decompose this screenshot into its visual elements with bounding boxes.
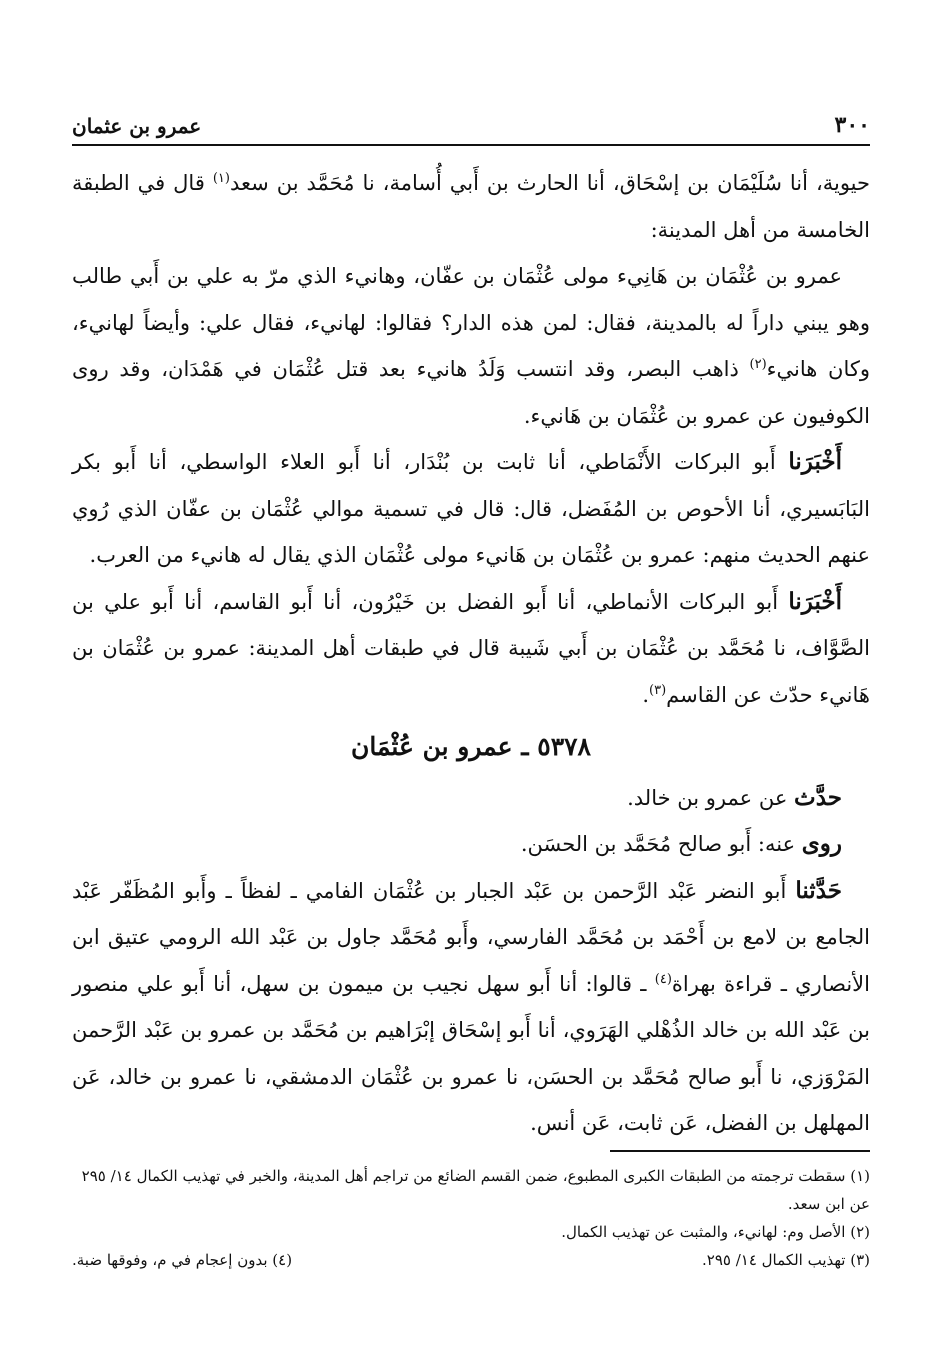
paragraph-3 — [72, 439, 870, 579]
footnote-divider — [610, 1150, 870, 1152]
paragraph-text: حيوية، أنا سُلَيْمَان بن إسْحَاق، أنا الحارث بن أَبي أُسامة، نا مُحَمَّد بن سعد — [229, 171, 870, 195]
entry-heading: ٥٣٧٨ ـ عمرو بن عُثْمَان — [351, 732, 591, 761]
narration-keyword: حَدَّثنا — [795, 876, 842, 904]
entry-line-1 — [72, 775, 870, 822]
paragraph-text: عمرو بن عُثْمَان بن هَانِيء مولى عُثْمَان بن عفّان، وهانيء الذي مرّ به علي بن أَبي طالب وهو يبني داراً له بالمدينة، فقال: لمن هذه الدار؟ فقالوا: لهانيء، فقال علي: وأيضاً لهانيء، وكان هانيء — [72, 264, 870, 381]
entry-paragraph — [72, 868, 870, 1147]
narration-keyword: روى — [801, 830, 842, 857]
paragraph-text: أَبو البركات الأَنْمَاطي، أنا ثابت بن بُنْدَار، أنا أَبو العلاء الواسطي، أنا أَبو بكر البَابَسيري، أنا الأحوص بن المُفَضل، قال: قال في تسمية موالي عُثْمَان بن عفّان الذي رُوي عنهم الحديث منهم: عمرو بن عُثْمَان بن هَانيء مولى عُثْمَان الذي يقال له هانيء من العرب. — [72, 450, 870, 567]
footnote-ref[interactable]: (٣) — [649, 682, 667, 698]
narration-keyword: حدَّث — [794, 783, 842, 811]
paragraph-text: أَبو البركات الأنماطي، أنا أَبو الفضل بن خَيْرُون، أنا أَبو القاسم، أنا أَبو علي بن الصَّوَّاف، نا مُحَمَّد بن عُثْمَان بن أَبي شَيبة قال في طبقات أهل المدينة: عمرو بن عُثْمَان بن هَانيء حدّث عن القاسم — [72, 589, 870, 707]
running-title: عمرو بن عثمان — [72, 114, 202, 138]
paragraph-1 — [72, 160, 870, 253]
main-text — [72, 160, 870, 1147]
paragraph-text: ـ قالوا: أنا أَبو سهل نجيب بن ميمون بن سهل، أنا أَبو علي منصور بن عَبْد الله بن خالد الذُهْلي الهَرَوي، أنا أَبو إسْحَاق إبْرَاهيم بن مُحَمَّد بن عمرو بن عَبْد الرَّحمن المَرْوَزي، نا أَبو صالح مُحَمَّد بن الحسَن، نا عمرو بن عُثْمَان الدمشقي، نا عمرو بن خالد، عَن المهلهل بن الفضل، عَن ثابت، عَن أنس. — [72, 971, 870, 1135]
paragraph-2 — [72, 253, 870, 439]
page-header — [72, 98, 870, 146]
paragraph-text: عنه: أَبو صالح مُحَمَّد بن الحسَن. — [520, 832, 802, 856]
paragraph-4 — [72, 579, 870, 719]
footnote-ref[interactable]: (٢) — [749, 357, 767, 372]
paragraph-text: ذاهب البصر، وقد انتسب وَلَدُ هانيء بعد قتل عُثْمَان في هَمْدَان، وقد روى الكوفيون عن عمرو بن عُثْمَان بن هَانيء. — [72, 357, 870, 428]
footnote-4: (٤) بدون إعجام في م، وفوقها ضبة. — [72, 1251, 293, 1269]
footnote-3: (٣) تهذيب الكمال ١٤/ ٢٩٥. — [701, 1251, 870, 1269]
paragraph-text: قال في الطبقة الخامسة من أهل المدينة: — [72, 171, 870, 242]
entry-line-2 — [72, 821, 870, 868]
footnote-1: (١) سقطت ترجمته من الطبقات الكبرى المطبوع، ضمن القسم الضائع من تراجم أهل المدينة، والخبر في تهذيب الكمال ١٤/ ٢٩٥ عن ابن سعد. — [81, 1167, 870, 1213]
paragraph-text: . — [642, 682, 650, 707]
narration-keyword: أَخْبَرَنا — [788, 448, 842, 475]
narration-keyword: أَخْبَرَنا — [788, 587, 842, 615]
footnote-ref[interactable]: (١) — [212, 171, 230, 186]
paragraph-text: عن عمرو بن خالد. — [627, 785, 795, 810]
paragraph-text: أَبو النضر عَبْد الرَّحمن بن عَبْد الجبار بن عُثْمَان الفامي ـ لفظاً ـ وأَبو المُظَفّر عَبْد الجامع بن لامع بن أَحْمَد بن مُحَمَّد الفارسي، وأَبو مُحَمَّد جاول بن عَبْد الله الرومي عتيق ابن الأنصاري ـ قراءة بهراة — [72, 878, 870, 996]
footnotes — [72, 1150, 870, 1274]
footnote-ref[interactable]: (٤) — [654, 971, 672, 987]
footnote-row — [72, 1246, 870, 1274]
page-number: ٣٠٠ — [834, 112, 870, 138]
footnote-2: (٢) الأصل وم: لهانيء، والمثبت عن تهذيب الكمال. — [561, 1223, 870, 1241]
